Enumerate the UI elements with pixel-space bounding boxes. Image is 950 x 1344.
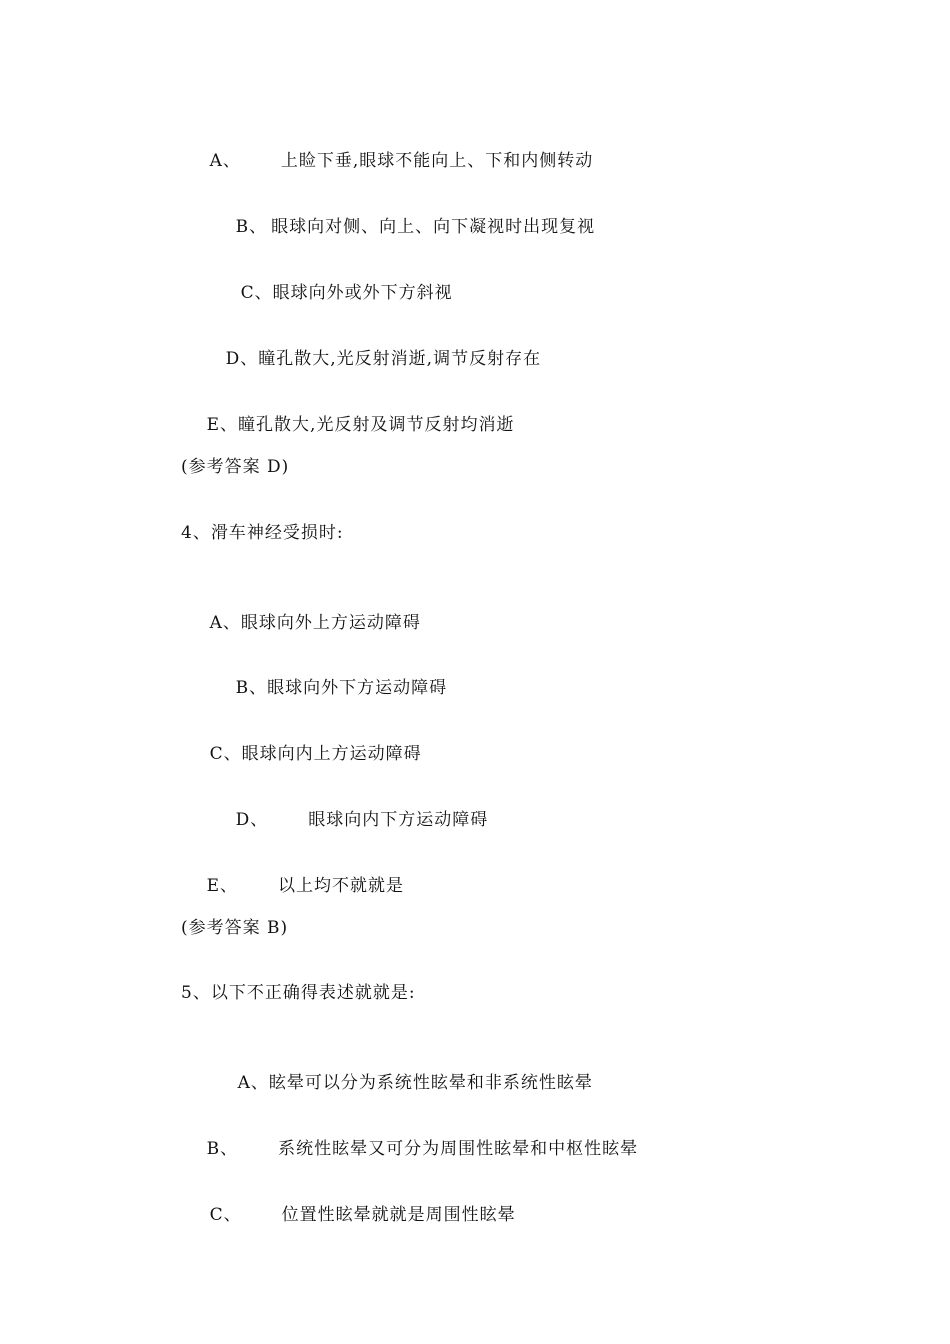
- q5-option-c: [184, 1179, 516, 1251]
- option-label: D、: [225, 349, 259, 369]
- option-text: 眼球向外下方运动障碍: [267, 678, 448, 698]
- q3-option-c: [215, 257, 453, 329]
- option-text: 上睑下垂,眼球不能向上、下和内侧转动: [280, 151, 594, 171]
- option-label: C、: [209, 1205, 242, 1225]
- q3-option-a: [184, 125, 593, 197]
- option-text: 眩晕可以分为系统性眩晕和非系统性眩晕: [268, 1073, 593, 1093]
- option-text: 眼球向对侧、向上、向下凝视时出现复视: [271, 217, 596, 237]
- q3-option-e: [181, 389, 514, 461]
- option-label: B、: [235, 678, 268, 698]
- option-text: 以上均不就就是: [278, 876, 405, 896]
- q4-option-e: [181, 850, 404, 922]
- option-label: D、: [235, 810, 269, 830]
- option-label: B、: [206, 1139, 239, 1159]
- q3-option-b: [210, 191, 595, 263]
- option-text: 眼球向外上方运动障碍: [240, 613, 421, 633]
- option-text: 系统性眩晕又可分为周围性眩晕和中枢性眩晕: [278, 1139, 639, 1159]
- option-text: 瞳孔散大,光反射消逝,调节反射存在: [258, 349, 542, 369]
- q4-option-c: [184, 718, 422, 790]
- option-text: 位置性眩晕就就是周围性眩晕: [281, 1205, 516, 1225]
- q4-option-b: [210, 652, 447, 724]
- option-label: C、: [240, 283, 273, 303]
- option-label: B、: [235, 217, 268, 237]
- option-text: 眼球向内下方运动障碍: [308, 810, 489, 830]
- option-label: E、: [206, 876, 239, 896]
- q5-option-a: [212, 1047, 593, 1119]
- option-label: E、: [206, 415, 239, 435]
- option-label: A、: [209, 151, 241, 171]
- option-label: C、: [209, 744, 242, 764]
- q4-answer: (参考答案 B): [181, 918, 289, 938]
- q4-option-a: [184, 587, 421, 659]
- q3-option-d: [200, 323, 541, 395]
- option-label: A、: [209, 613, 241, 633]
- option-label: A、: [237, 1073, 269, 1093]
- q5-question: 5、以下不正确得表述就就是:: [181, 983, 416, 1003]
- option-text: 眼球向外或外下方斜视: [272, 283, 453, 303]
- q3-answer: (参考答案 D): [181, 457, 290, 477]
- q5-option-b: [181, 1113, 638, 1185]
- option-text: 眼球向内上方运动障碍: [241, 744, 422, 764]
- q4-question: 4、滑车神经受损时:: [181, 523, 344, 543]
- q4-option-d: [210, 784, 488, 856]
- option-text: 瞳孔散大,光反射及调节反射均消逝: [238, 415, 515, 435]
